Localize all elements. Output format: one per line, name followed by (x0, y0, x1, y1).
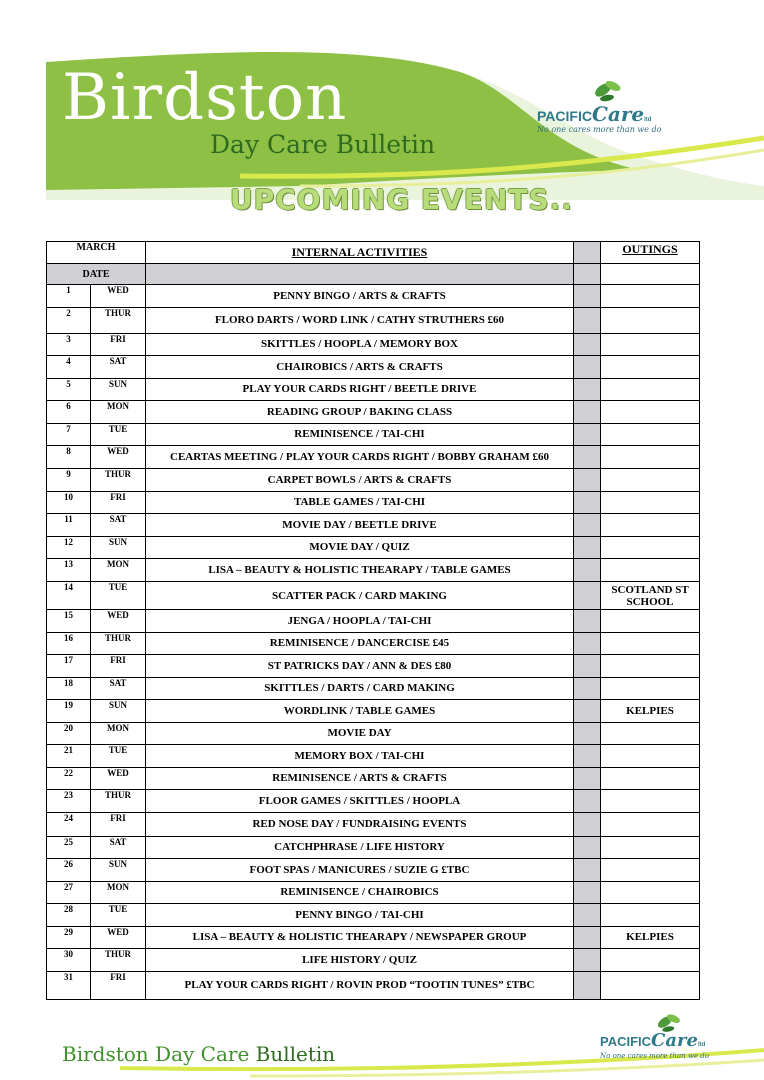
gap-cell (574, 722, 601, 745)
day-number: 27 (47, 881, 91, 904)
table-header-row (47, 242, 700, 264)
gap-cell (574, 610, 601, 633)
outing-cell (601, 356, 700, 379)
schedule-row (47, 949, 700, 972)
gap-cell (574, 307, 601, 333)
activity-cell: PENNY BINGO / ARTS & CRAFTS (146, 285, 574, 308)
gap-cell (574, 859, 601, 882)
schedule-row (47, 812, 700, 836)
outing-cell (601, 285, 700, 308)
outing-cell (601, 307, 700, 333)
gap-cell (574, 582, 601, 610)
activity-cell: CARPET BOWLS / ARTS & CRAFTS (146, 469, 574, 492)
footer-title-bulletin: Bulletin (255, 1042, 336, 1066)
schedule-row (47, 491, 700, 514)
gap-cell (574, 949, 601, 972)
activity-cell: PLAY YOUR CARDS RIGHT / ROVIN PROD “TOOTIN TUNES” £TBC (146, 971, 574, 999)
schedule-row (47, 559, 700, 582)
gap-cell (574, 469, 601, 492)
outing-cell (601, 378, 700, 401)
day-number: 24 (47, 812, 91, 836)
day-number: 29 (47, 926, 91, 949)
gap-cell (574, 677, 601, 700)
schedule-row (47, 836, 700, 859)
outing-cell (601, 655, 700, 678)
schedule-row (47, 881, 700, 904)
day-number: 6 (47, 401, 91, 424)
gap-cell (574, 285, 601, 308)
weekday: WED (91, 926, 146, 949)
day-number: 9 (47, 469, 91, 492)
weekday: WED (91, 610, 146, 633)
gap-cell (574, 632, 601, 655)
day-number: 18 (47, 677, 91, 700)
schedule-row (47, 610, 700, 633)
weekday: MON (91, 722, 146, 745)
schedule-row (47, 926, 700, 949)
activity-cell: REMINISENCE / DANCERCISE £45 (146, 632, 574, 655)
outing-cell (601, 790, 700, 813)
weekday: SAT (91, 514, 146, 537)
weekday: THUR (91, 790, 146, 813)
activity-cell: READING GROUP / BAKING CLASS (146, 401, 574, 424)
logo-brand-suffix: ltd (644, 117, 652, 123)
schedule-row (47, 859, 700, 882)
activity-cell: MEMORY BOX / TAI-CHI (146, 745, 574, 768)
outing-cell (601, 514, 700, 537)
day-number: 28 (47, 904, 91, 927)
schedule-row (47, 285, 700, 308)
gap-cell (574, 926, 601, 949)
outings-subheader (601, 264, 700, 285)
schedule-row (47, 378, 700, 401)
outing-cell (601, 745, 700, 768)
weekday: FRI (91, 333, 146, 356)
gap-cell (574, 836, 601, 859)
footer-title (62, 1042, 335, 1066)
weekday: SAT (91, 836, 146, 859)
schedule-row (47, 446, 700, 469)
outing-cell (601, 836, 700, 859)
schedule-row (47, 307, 700, 333)
activity-cell: SKITTLES / DARTS / CARD MAKING (146, 677, 574, 700)
gap-cell (574, 700, 601, 723)
activity-cell: PENNY BINGO / TAI-CHI (146, 904, 574, 927)
activity-cell: FLOOR GAMES / SKITTLES / HOOPLA (146, 790, 574, 813)
day-number: 3 (47, 333, 91, 356)
gap-cell (574, 514, 601, 537)
day-number: 12 (47, 536, 91, 559)
schedule-row (47, 655, 700, 678)
footer-title-main: Birdston Day Care (62, 1042, 250, 1066)
schedule-row (47, 469, 700, 492)
logo-brand-prefix: PACIFIC (537, 108, 592, 124)
outing-cell (601, 881, 700, 904)
weekday: TUE (91, 582, 146, 610)
footer-logo-brand-prefix: PACIFIC (600, 1034, 652, 1049)
outing-cell (601, 536, 700, 559)
weekday: SUN (91, 700, 146, 723)
outing-cell: KELPIES (601, 700, 700, 723)
activity-cell: MOVIE DAY / BEETLE DRIVE (146, 514, 574, 537)
schedule-row (47, 514, 700, 537)
weekday: SAT (91, 677, 146, 700)
activity-cell: WORDLINK / TABLE GAMES (146, 700, 574, 723)
outing-cell (601, 904, 700, 927)
outing-cell (601, 559, 700, 582)
schedule-table (46, 241, 700, 1000)
gap-cell (574, 536, 601, 559)
weekday: THUR (91, 307, 146, 333)
gap-cell (574, 559, 601, 582)
gap-cell (574, 491, 601, 514)
day-number: 17 (47, 655, 91, 678)
gap-cell (574, 242, 601, 264)
schedule-row (47, 971, 700, 999)
weekday: THUR (91, 469, 146, 492)
gap-cell (574, 767, 601, 790)
activity-cell: REMINISENCE / TAI-CHI (146, 423, 574, 446)
outings-header: OUTINGS (601, 242, 700, 264)
outing-cell (601, 469, 700, 492)
activity-cell: MOVIE DAY (146, 722, 574, 745)
outing-cell (601, 333, 700, 356)
activity-cell: REMINISENCE / ARTS & CRAFTS (146, 767, 574, 790)
footer-logo-tagline: No one cares more than we do (600, 1052, 709, 1060)
weekday: FRI (91, 971, 146, 999)
day-number: 22 (47, 767, 91, 790)
activity-cell: REMINISENCE / CHAIROBICS (146, 881, 574, 904)
schedule-row (47, 677, 700, 700)
weekday: SAT (91, 356, 146, 379)
activity-cell: CHAIROBICS / ARTS & CRAFTS (146, 356, 574, 379)
date-label-row (47, 264, 700, 285)
gap-cell (574, 356, 601, 379)
logo-brand-care: Care (591, 102, 645, 126)
header-banner (0, 0, 764, 216)
gap-cell (574, 881, 601, 904)
day-number: 7 (47, 423, 91, 446)
activity-cell: CEARTAS MEETING / PLAY YOUR CARDS RIGHT / BOBBY GRAHAM £60 (146, 446, 574, 469)
footer-logo-brand-care: Care (651, 1030, 698, 1051)
gap-cell (574, 790, 601, 813)
outing-cell: SCOTLAND ST SCHOOL (601, 582, 700, 610)
outing-cell (601, 491, 700, 514)
day-number: 19 (47, 700, 91, 723)
activity-cell: TABLE GAMES / TAI-CHI (146, 491, 574, 514)
activity-cell: LISA – BEAUTY & HOLISTIC THEARAPY / TABLE GAMES (146, 559, 574, 582)
bulletin-subtitle: Day Care Bulletin (210, 130, 436, 159)
day-number: 14 (47, 582, 91, 610)
outing-cell (601, 949, 700, 972)
activity-cell: PLAY YOUR CARDS RIGHT / BEETLE DRIVE (146, 378, 574, 401)
weekday: SUN (91, 536, 146, 559)
logo-tagline: No one cares more than we do (537, 125, 662, 134)
schedule-row (47, 582, 700, 610)
weekday: WED (91, 285, 146, 308)
gap-cell (574, 812, 601, 836)
schedule-row (47, 722, 700, 745)
day-number: 31 (47, 971, 91, 999)
gap-cell (574, 971, 601, 999)
day-number: 26 (47, 859, 91, 882)
activity-cell: FOOT SPAS / MANICURES / SUZIE G £TBC (146, 859, 574, 882)
footer-logo-brand-suffix: ltd (697, 1042, 706, 1048)
schedule-row (47, 333, 700, 356)
activity-cell: LIFE HISTORY / QUIZ (146, 949, 574, 972)
day-number: 2 (47, 307, 91, 333)
gap-cell (574, 446, 601, 469)
activity-cell: JENGA / HOOPLA / TAI-CHI (146, 610, 574, 633)
day-number: 11 (47, 514, 91, 537)
outing-cell (601, 859, 700, 882)
activity-cell: SKITTLES / HOOPLA / MEMORY BOX (146, 333, 574, 356)
outing-cell (601, 722, 700, 745)
gap-cell (574, 745, 601, 768)
gap-cell (574, 333, 601, 356)
weekday: MON (91, 881, 146, 904)
weekday: WED (91, 767, 146, 790)
schedule-row (47, 767, 700, 790)
day-number: 25 (47, 836, 91, 859)
upcoming-events-heading: UPCOMING EVENTS.. (230, 183, 573, 216)
day-number: 5 (47, 378, 91, 401)
weekday: SUN (91, 859, 146, 882)
schedule-row (47, 790, 700, 813)
schedule-row (47, 356, 700, 379)
outing-cell (601, 446, 700, 469)
activity-cell: FLORO DARTS / WORD LINK / CATHY STRUTHERS £60 (146, 307, 574, 333)
activities-header: INTERNAL ACTIVITIES (146, 242, 574, 264)
outing-cell (601, 677, 700, 700)
day-number: 10 (47, 491, 91, 514)
weekday: FRI (91, 812, 146, 836)
schedule-row (47, 536, 700, 559)
gap-cell (574, 423, 601, 446)
date-label: DATE (47, 264, 146, 285)
gap-cell (574, 401, 601, 424)
activity-cell: ST PATRICKS DAY / ANN & DES £80 (146, 655, 574, 678)
day-number: 20 (47, 722, 91, 745)
gap-cell (574, 378, 601, 401)
activity-cell: LISA – BEAUTY & HOLISTIC THEARAPY / NEWSPAPER GROUP (146, 926, 574, 949)
weekday: THUR (91, 949, 146, 972)
activity-cell: MOVIE DAY / QUIZ (146, 536, 574, 559)
weekday: TUE (91, 423, 146, 446)
weekday: FRI (91, 655, 146, 678)
weekday: FRI (91, 491, 146, 514)
outing-cell (601, 610, 700, 633)
month-label: MARCH (47, 242, 146, 264)
day-number: 13 (47, 559, 91, 582)
weekday: WED (91, 446, 146, 469)
outing-cell (601, 632, 700, 655)
schedule-row (47, 745, 700, 768)
weekday: TUE (91, 745, 146, 768)
activity-cell: CATCHPHRASE / LIFE HISTORY (146, 836, 574, 859)
day-number: 23 (47, 790, 91, 813)
outing-cell (601, 812, 700, 836)
day-number: 15 (47, 610, 91, 633)
day-number: 30 (47, 949, 91, 972)
gap-cell (574, 264, 601, 285)
activities-subheader (146, 264, 574, 285)
outing-cell (601, 971, 700, 999)
activity-cell: SCATTER PACK / CARD MAKING (146, 582, 574, 610)
outing-cell (601, 423, 700, 446)
activity-cell: RED NOSE DAY / FUNDRAISING EVENTS (146, 812, 574, 836)
outing-cell (601, 401, 700, 424)
weekday: TUE (91, 904, 146, 927)
day-number: 1 (47, 285, 91, 308)
schedule-row (47, 632, 700, 655)
weekday: THUR (91, 632, 146, 655)
bulletin-title: Birdston (62, 61, 348, 135)
outing-cell: KELPIES (601, 926, 700, 949)
day-number: 21 (47, 745, 91, 768)
gap-cell (574, 655, 601, 678)
weekday: MON (91, 559, 146, 582)
day-number: 8 (47, 446, 91, 469)
schedule-row (47, 423, 700, 446)
weekday: MON (91, 401, 146, 424)
weekday: SUN (91, 378, 146, 401)
schedule-row (47, 700, 700, 723)
schedule-row (47, 401, 700, 424)
gap-cell (574, 904, 601, 927)
day-number: 16 (47, 632, 91, 655)
day-number: 4 (47, 356, 91, 379)
outing-cell (601, 767, 700, 790)
schedule-row (47, 904, 700, 927)
